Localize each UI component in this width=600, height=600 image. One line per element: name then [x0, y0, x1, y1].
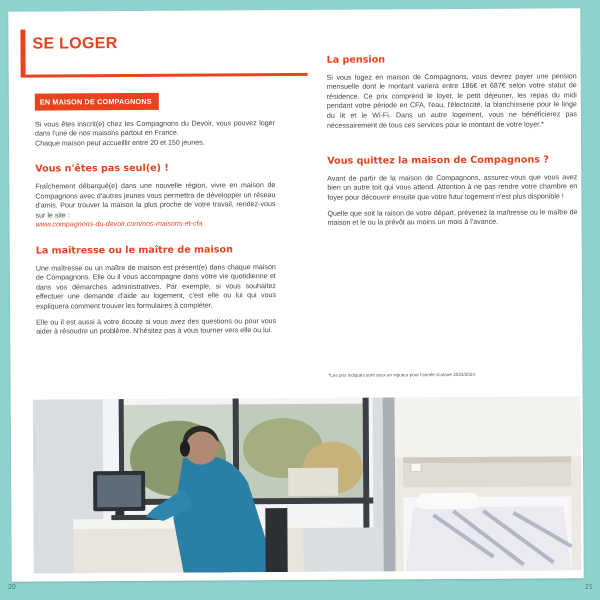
title-accent-bar — [20, 30, 25, 78]
room-photo — [33, 396, 582, 573]
section-text-leaving-1: Avant de partir de la maison de Compagnons, assurez-vous que vous avez bien un autre toit qui vous attend. Attention à ne pas rendre votre chambre en foyer pour découvrir ensuite que votre futur logement n'est plus disponible ! — [327, 173, 578, 202]
left-column — [35, 82, 277, 337]
intro-text-2: Chaque maison peut accueillir entre 20 et 150 jeunes. — [35, 138, 205, 148]
intro-text: Si vous êtes inscrit(e) chez les Compagnons du Devoir, vous pouvez loger dans l'une de nos maisons partout en France. — [34, 118, 275, 138]
page-number-left: 20 — [8, 584, 16, 591]
right-column — [327, 54, 578, 228]
section-heading-pension: La pension — [326, 54, 386, 66]
page-number-right: 21 — [585, 584, 593, 591]
compagnons-website-link[interactable]: www.compagnons-du-devoir.com/nos-maisons-et-cfa — [35, 219, 203, 229]
section-text-pension: Si vous logez en maison de Compagnons, vous devrez payer une pension mensuelle dont le montant variera entre 186€ et 687€ selon votre statut de résidence. Ce prix comprend le loyer, le petit déjeuner, les repas du midi pendant votre période en CFA, l'eau, l'électricité, la blanchisserie pour le linge du lit et le Wi-Fi. Dans un autre logement, vous ne bénéficierez pas nécessairement de tous ces services pour le montant de votre loyer.* — [326, 71, 577, 130]
section-text-leaving-2: Quelle que soit la raison de votre départ, prévenez la maîtresse ou le maître de maison et le ou la prévôt au moins un mois à l'avance. — [327, 207, 578, 227]
section-text-not-alone: Fraîchement débarqué(e) dans une nouvelle région, vivre en maison de Compagnons avec d'autres jeunes vous permettra de développer un réseau d'amis. Pour trouver la maison la plus proche de votre travail, rendez-vous sur le site : — [35, 181, 276, 220]
section-heading-leaving: Vous quittez la maison de Compagnons ? — [327, 154, 549, 167]
page-title: SE LOGER — [32, 35, 118, 53]
price-footnote: *Les prix indiqués sont ceux en vigueur pour l'année scolaire 2023/2024. — [328, 371, 477, 378]
section-banner: EN MAISON DE COMPAGNONS — [35, 93, 159, 110]
title-underline — [26, 73, 308, 78]
section-heading-not-alone: Vous n'êtes pas seul(e) ! — [35, 163, 169, 175]
section-text-house-master-1: Une maîtresse ou un maître de maison est présent(e) dans chaque maison de Compagnons. Elle ou il vous accompagne dans votre vie quotidienne et dans vos démarches administratives. Par exemple, si vous souhaitez effectuer une demande d'aide au logement, c'est elle ou lui qui vous expliquera comment trouver les formulaires à compléter. — [35, 262, 277, 311]
page-card — [8, 8, 583, 581]
section-text-house-master-2: Elle ou il est aussi à votre écoute si vous avez des questions ou pour vous aider à résoudre un problème. N'hésitez pas à vous tourner vers elle ou lui. — [36, 316, 277, 336]
section-heading-house-master: La maîtresse ou le maître de maison — [35, 244, 233, 257]
